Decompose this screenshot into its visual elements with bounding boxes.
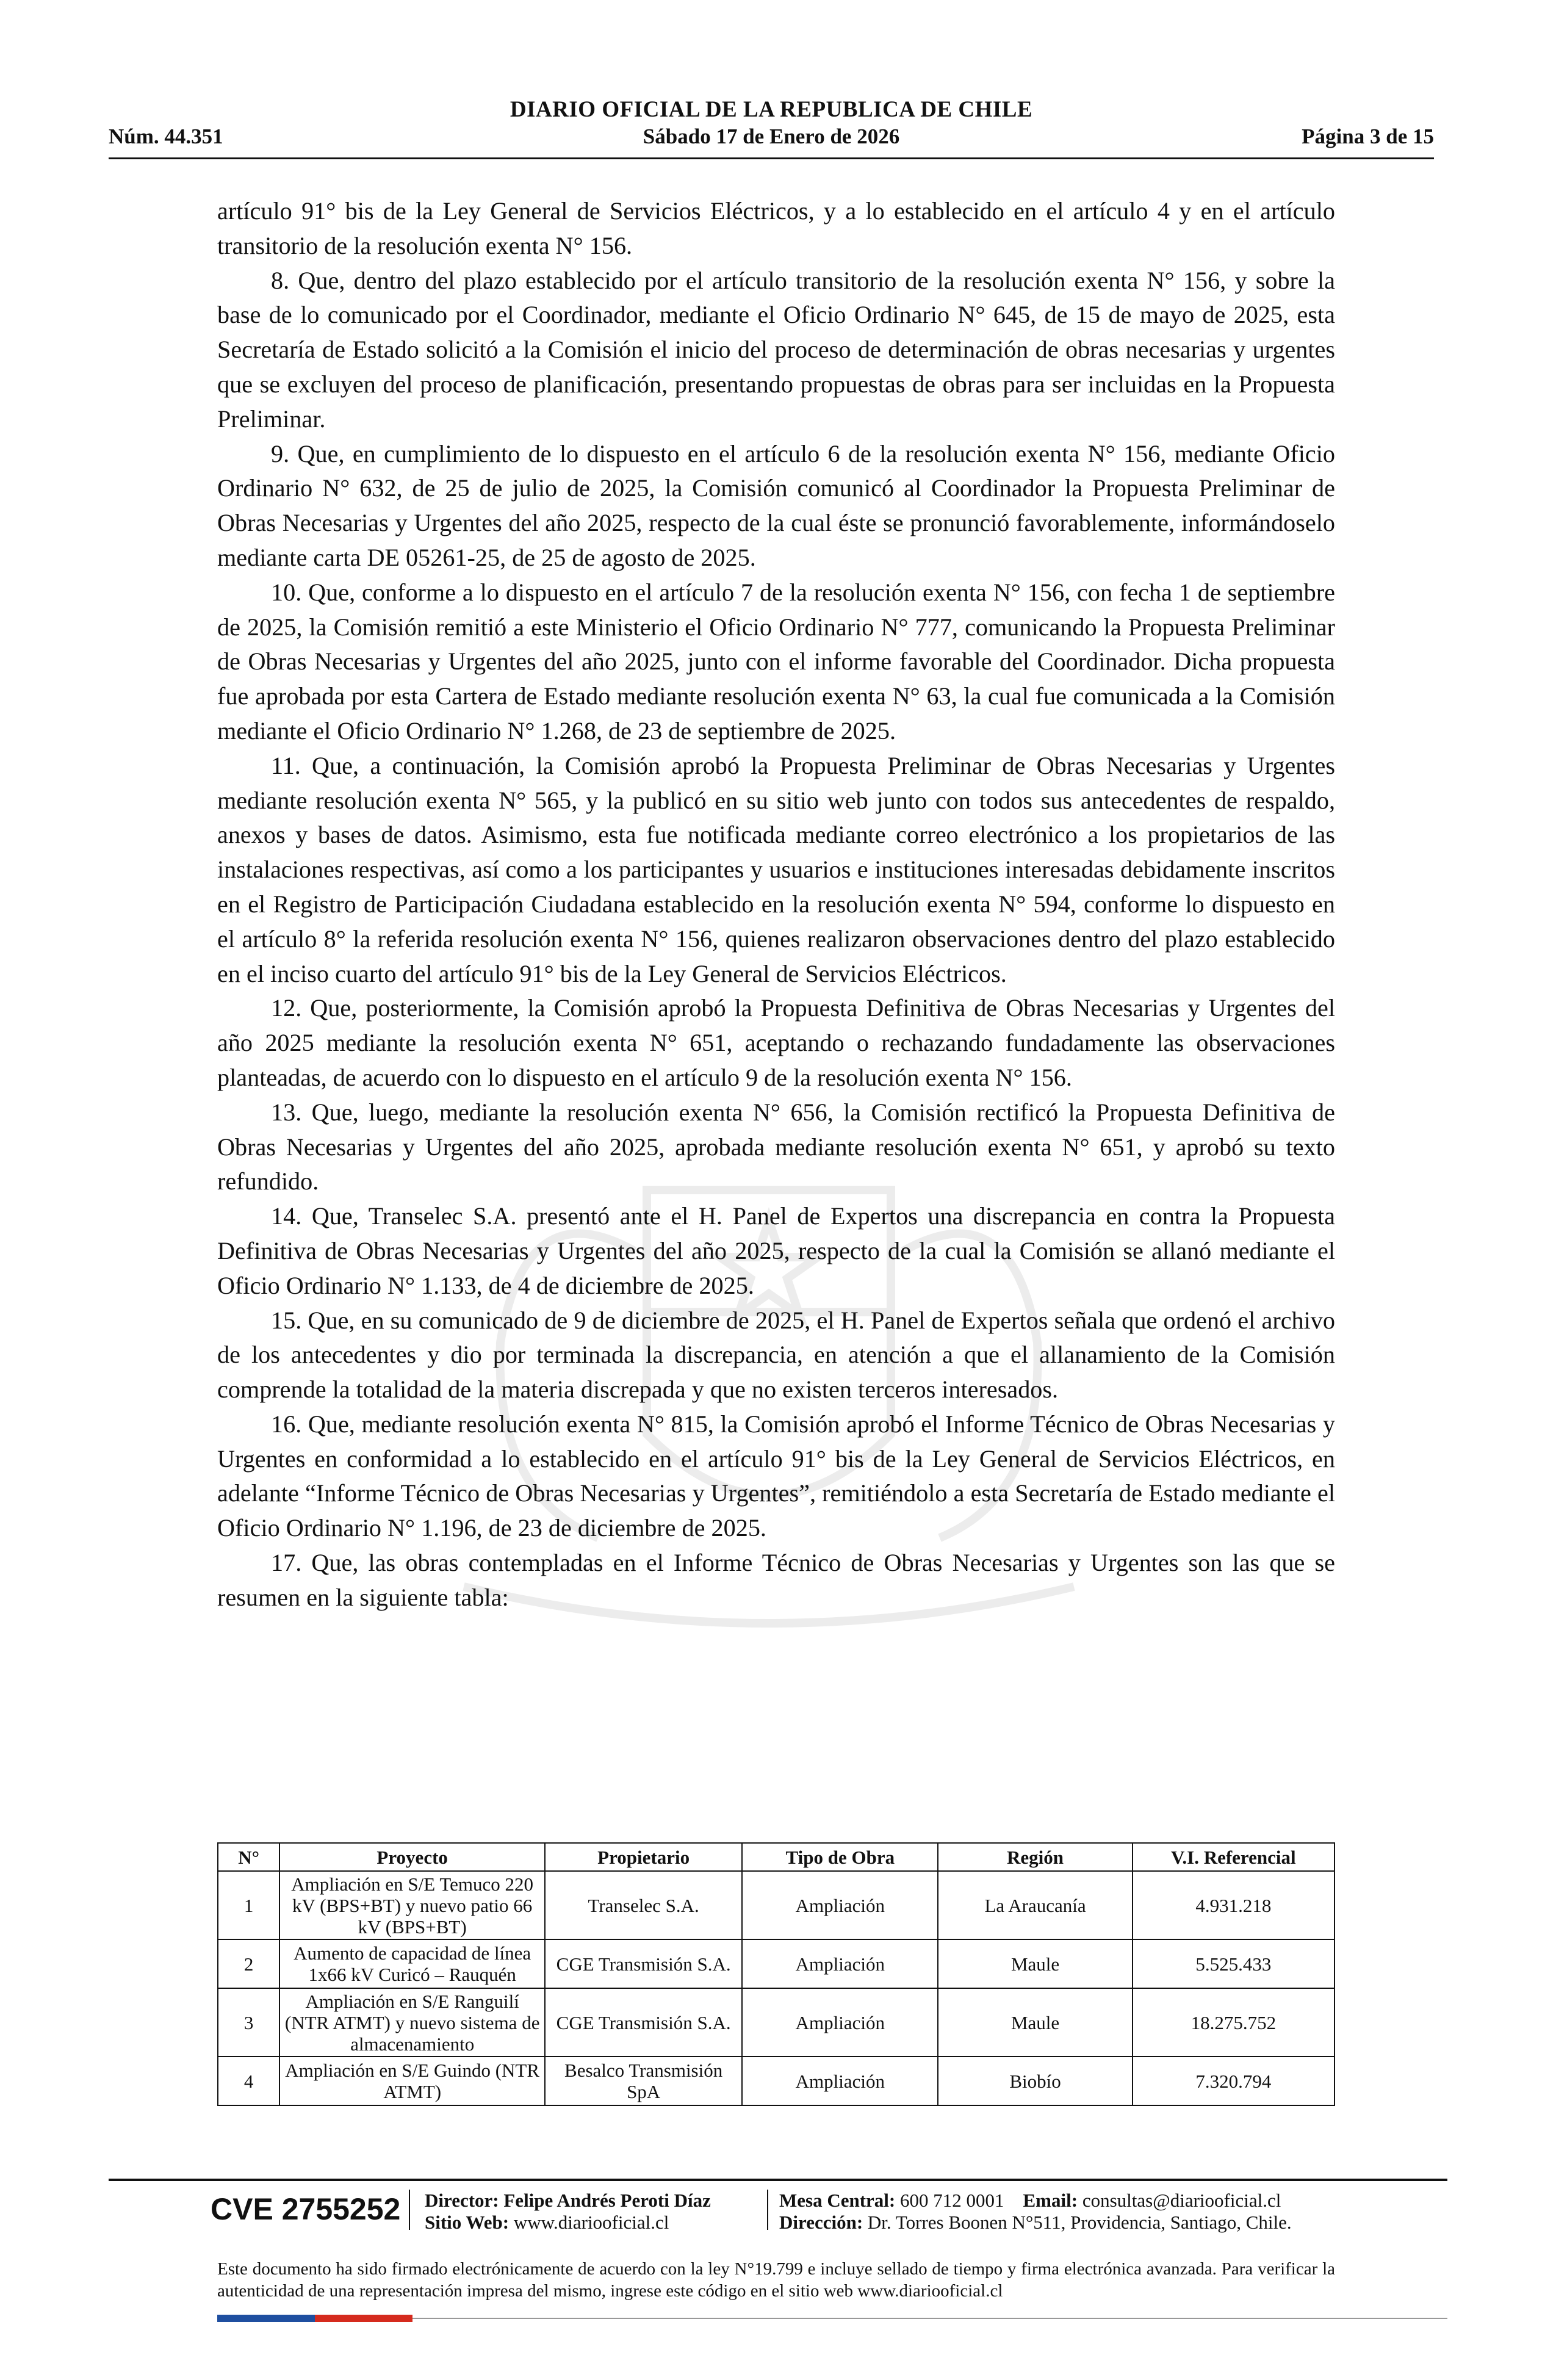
director-label: Director: <box>425 2190 499 2211</box>
issue-date: Sábado 17 de Enero de 2026 <box>643 124 900 148</box>
paragraph-14: 14. Que, Transelec S.A. presentó ante el H. Panel de Expertos una discrepancia en contra la Propuesta Definitiva de Obras Necesarias y Urgentes del año 2025, respecto de la cual la Comisión se allanó mediante el Oficio Ordinario N° 1.133, de 4 de diciembre de 2025. <box>217 1202 1335 1299</box>
paragraph-10: 10. Que, conforme a lo dispuesto en el artículo 7 de la resolución exenta N° 156, con fecha 1 de septiembre de 2025, la Comisión remitió a este Ministerio el Oficio Ordinario N° 777, comunicando la Propuesta Preliminar de Obras Necesarias y Urgentes del año 2025, junto con el informe favorable del Coordinador. Dicha propuesta fue aprobada por esta Cartera de Estado mediante resolución exenta N° 63, la cual fue comunicada a la Comisión mediante el Oficio Ordinario N° 1.268, de 23 de septiembre de 2025. <box>217 578 1335 745</box>
column-header: V.I. Referencial <box>1133 1843 1334 1871</box>
table-cell: 2 <box>218 1939 279 1988</box>
table-cell: Maule <box>938 1988 1132 2057</box>
publication-title: DIARIO OFICIAL DE LA REPUBLICA DE CHILE <box>510 97 1033 122</box>
footer-separator <box>767 2190 768 2230</box>
column-header: Región <box>938 1843 1132 1871</box>
footer-contact-block <box>779 2190 1292 2234</box>
email-label: Email: <box>1023 2190 1078 2211</box>
table-row <box>218 1871 1334 1939</box>
table-cell: 1 <box>218 1871 279 1939</box>
table-cell: Ampliación en S/E Guindo (NTR ATMT) <box>279 2057 545 2105</box>
paragraph-12: 12. Que, posteriormente, la Comisión aprobó la Propuesta Definitiva de Obras Necesarias y Urgentes del año 2025 mediante la resolución exenta N° 651, aceptando o rechazando fundadamente las observaciones planteadas, de acuerdo con lo dispuesto en el artículo 9 de la resolución exenta N° 156. <box>217 994 1335 1091</box>
table-cell: 7.320.794 <box>1133 2057 1334 2105</box>
paragraph-15: 15. Que, en su comunicado de 9 de diciembre de 2025, el H. Panel de Expertos señala que ordenó el archivo de los antecedentes y dio por terminada la discrepancia, en atención a que el allanamiento de la Comisión comprende la totalidad de la materia discrepada y que no existen terceros interesados. <box>217 1306 1335 1404</box>
paragraph-continuation: artículo 91° bis de la Ley General de Servicios Eléctricos, y a lo establecido en el artículo 4 y en el artículo transitorio de la resolución exenta N° 156. <box>217 197 1335 259</box>
page-header <box>109 92 1434 155</box>
table-cell: Ampliación en S/E Temuco 220 kV (BPS+BT) y nuevo patio 66 kV (BPS+BT) <box>279 1871 545 1939</box>
table-cell: La Araucanía <box>938 1871 1132 1939</box>
table-row <box>218 1988 1334 2057</box>
footer-director-block <box>425 2190 711 2234</box>
table-cell: Transelec S.A. <box>545 1871 742 1939</box>
site-label: Sitio Web: <box>425 2212 510 2233</box>
table-row <box>218 2057 1334 2105</box>
table-cell: 4 <box>218 2057 279 2105</box>
table-cell: CGE Transmisión S.A. <box>545 1988 742 2057</box>
column-header: Propietario <box>545 1843 742 1871</box>
mesa-label: Mesa Central: <box>779 2190 896 2211</box>
table-header-row <box>218 1843 1334 1871</box>
column-header: Tipo de Obra <box>742 1843 938 1871</box>
email-link[interactable]: consultas@diariooficial.cl <box>1082 2190 1281 2211</box>
table-row <box>218 1939 1334 1988</box>
table-cell: Ampliación en S/E Ranguilí (NTR ATMT) y nuevo sistema de almacenamiento <box>279 1988 545 2057</box>
footer-divider <box>109 2179 1447 2181</box>
column-header: Proyecto <box>279 1843 545 1871</box>
table-cell: Besalco Transmisión SpA <box>545 2057 742 2105</box>
cve-code: CVE 2755252 <box>211 2192 401 2226</box>
table-cell: Ampliación <box>742 2057 938 2105</box>
table-cell: CGE Transmisión S.A. <box>545 1939 742 1988</box>
page-number: Página 3 de 15 <box>1302 124 1434 148</box>
paragraph-17: 17. Que, las obras contempladas en el Informe Técnico de Obras Necesarias y Urgentes son las que se resumen en la siguiente tabla: <box>217 1549 1335 1611</box>
paragraph-13: 13. Que, luego, mediante la resolución exenta N° 656, la Comisión rectificó la Propuesta Definitiva de Obras Necesarias y Urgentes del año 2025, aprobada mediante resolución exenta N° 651, y aprobó su texto refundido. <box>217 1098 1335 1195</box>
table-cell: Ampliación <box>742 1871 938 1939</box>
footer-separator <box>409 2190 410 2230</box>
site-link[interactable]: www.diariooficial.cl <box>513 2212 669 2233</box>
header-divider <box>109 157 1434 159</box>
document-body <box>217 194 1335 1615</box>
column-header: N° <box>218 1843 279 1871</box>
table-cell: Biobío <box>938 2057 1132 2105</box>
table-cell: 5.525.433 <box>1133 1939 1334 1988</box>
mesa-phone: 600 712 0001 <box>900 2190 1004 2211</box>
table-cell: Ampliación <box>742 1939 938 1988</box>
director-name: Felipe Andrés Peroti Díaz <box>503 2190 711 2211</box>
table-cell: Aumento de capacidad de línea 1x66 kV Curicó – Rauquén <box>279 1939 545 1988</box>
table-cell: Maule <box>938 1939 1132 1988</box>
address: Dr. Torres Boonen N°511, Providencia, Santiago, Chile. <box>867 2212 1292 2233</box>
flag-blue-segment <box>217 2315 315 2322</box>
address-label: Dirección: <box>779 2212 863 2233</box>
paragraph-16: 16. Que, mediante resolución exenta N° 815, la Comisión aprobó el Informe Técnico de Obras Necesarias y Urgentes en conformidad a lo establecido en el artículo 91° bis de la Ley General de Servicios Eléctricos, en adelante “Informe Técnico de Obras Necesarias y Urgentes”, remitiéndolo a esta Secretaría de Estado mediante el Oficio Ordinario N° 1.196, de 23 de diciembre de 2025. <box>217 1410 1335 1542</box>
flag-stripe <box>217 2315 412 2322</box>
issue-number: Núm. 44.351 <box>109 124 223 148</box>
paragraph-9: 9. Que, en cumplimiento de lo dispuesto en el artículo 6 de la resolución exenta N° 156, mediante Oficio Ordinario N° 632, de 25 de julio de 2025, la Comisión comunicó al Coordinador la Propuesta Preliminar de Obras Necesarias y Urgentes del año 2025, respecto de la cual éste se pronunció favorablemente, informándoselo mediante carta DE 05261-25, de 25 de agosto de 2025. <box>217 439 1335 571</box>
paragraph-8: 8. Que, dentro del plazo establecido por el artículo transitorio de la resolución exenta N° 156, y sobre la base de lo comunicado por el Coordinador, mediante el Oficio Ordinario N° 645, de 15 de mayo de 2025, esta Secretaría de Estado solicitó a la Comisión el inicio del proceso de determinación de obras necesarias y urgentes que se excluyen del proceso de planificación, presentando propuestas de obras para ser incluidas en la Propuesta Preliminar. <box>217 266 1335 433</box>
paragraph-11: 11. Que, a continuación, la Comisión aprobó la Propuesta Preliminar de Obras Necesarias y Urgentes mediante resolución exenta N° 565, y la publicó en su sitio web junto con todos sus antecedentes de respaldo, anexos y bases de datos. Asimismo, esta fue notificada mediante correo electrónico a los propietarios de las instalaciones respectivas, así como a los participantes y usuarios e instituciones interesadas debidamente inscritos en el Registro de Participación Ciudadana establecido en la resolución exenta N° 594, conforme lo dispuesto en el artículo 8° la referida resolución exenta N° 156, quienes realizaron observaciones dentro del plazo establecido en el inciso cuarto del artículo 91° bis de la Ley General de Servicios Eléctricos. <box>217 751 1335 987</box>
table-cell: 18.275.752 <box>1133 1988 1334 2057</box>
bottom-divider <box>412 2318 1447 2319</box>
flag-red-segment <box>315 2315 412 2322</box>
table-cell: Ampliación <box>742 1988 938 2057</box>
works-table <box>217 1842 1335 2106</box>
table-cell: 3 <box>218 1988 279 2057</box>
table-cell: 4.931.218 <box>1133 1871 1334 1939</box>
signature-note: Este documento ha sido firmado electrónicamente de acuerdo con la ley N°19.799 e incluye sellado de tiempo y firma electrónica avanzada. Para verificar la autenticidad de una representación impresa del mismo, ingrese este código en el sitio web www.diariooficial.cl <box>217 2259 1335 2301</box>
